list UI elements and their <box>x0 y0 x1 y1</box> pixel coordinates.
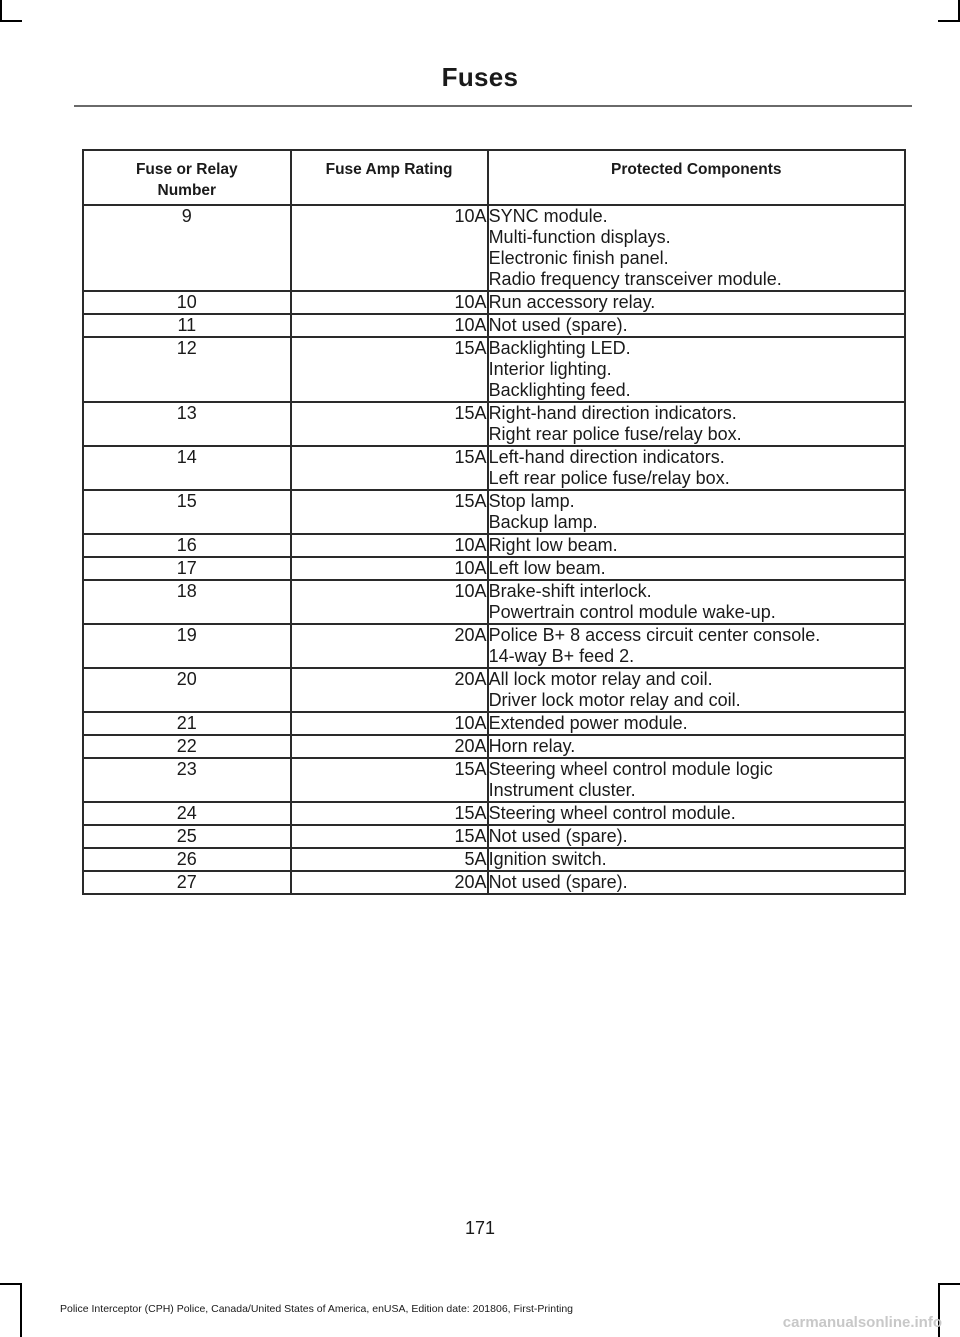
table-row <box>83 802 905 825</box>
protected-components <box>488 758 905 802</box>
fuse-amp-rating: 20A <box>291 871 488 894</box>
component-line: Backlighting feed. <box>488 380 631 400</box>
table-row <box>83 848 905 871</box>
component-line: Right-hand direction indicators. <box>488 403 737 423</box>
fuse-number: 20 <box>83 668 291 712</box>
protected-components <box>488 446 905 490</box>
fuse-amp-rating: 20A <box>291 624 488 668</box>
component-line: Backlighting LED. <box>488 338 631 358</box>
protected-components <box>488 402 905 446</box>
table-row <box>83 825 905 848</box>
fuse-number: 10 <box>83 291 291 314</box>
fuse-amp-rating: 10A <box>291 314 488 337</box>
fuse-number: 22 <box>83 735 291 758</box>
fuse-number: 26 <box>83 848 291 871</box>
table-row <box>83 446 905 490</box>
component-line: Multi-function displays. <box>488 227 671 247</box>
crop-mark-top-left <box>0 0 2 22</box>
component-line: Left-hand direction indicators. <box>488 447 725 467</box>
fuse-number: 9 <box>83 205 291 291</box>
component-line: All lock motor relay and coil. <box>488 669 713 689</box>
component-line: Police B+ 8 access circuit center console. <box>488 625 821 645</box>
component-line: Not used (spare). <box>488 315 628 335</box>
table-row <box>83 758 905 802</box>
component-line: SYNC module. <box>488 206 608 226</box>
fuse-number: 17 <box>83 557 291 580</box>
table-row <box>83 337 905 402</box>
table-row <box>83 490 905 534</box>
component-line: Electronic finish panel. <box>488 248 669 268</box>
title-divider <box>74 105 912 107</box>
fuse-amp-rating: 10A <box>291 205 488 291</box>
protected-components <box>488 580 905 624</box>
fuse-number: 23 <box>83 758 291 802</box>
component-line: Not used (spare). <box>488 872 628 892</box>
fuse-number: 19 <box>83 624 291 668</box>
protected-components <box>488 668 905 712</box>
fuse-amp-rating: 15A <box>291 802 488 825</box>
fuse-number: 12 <box>83 337 291 402</box>
component-line: Interior lighting. <box>488 359 612 379</box>
protected-components <box>488 557 905 580</box>
table-row <box>83 871 905 894</box>
page-title: Fuses <box>441 62 519 92</box>
fuse-amp-rating: 10A <box>291 712 488 735</box>
crop-mark-top-left <box>0 20 22 22</box>
protected-components <box>488 871 905 894</box>
protected-components <box>488 825 905 848</box>
table-row <box>83 557 905 580</box>
page-number: 171 <box>464 1218 496 1238</box>
protected-components <box>488 534 905 557</box>
fuse-amp-rating: 10A <box>291 291 488 314</box>
fuse-number: 27 <box>83 871 291 894</box>
column-header-number: Fuse or Relay Number <box>83 150 291 205</box>
column-header-components: Protected Components <box>488 150 905 205</box>
component-line: Brake-shift interlock. <box>488 581 652 601</box>
fuse-number: 25 <box>83 825 291 848</box>
table-row <box>83 291 905 314</box>
column-header-amp: Fuse Amp Rating <box>291 150 488 205</box>
component-line: Steering wheel control module logic <box>488 759 773 779</box>
component-line: Steering wheel control module. <box>488 803 736 823</box>
fuse-number: 18 <box>83 580 291 624</box>
protected-components <box>488 337 905 402</box>
fuse-amp-rating: 20A <box>291 668 488 712</box>
fuse-amp-rating: 15A <box>291 446 488 490</box>
component-line: Stop lamp. <box>488 491 575 511</box>
protected-components <box>488 314 905 337</box>
protected-components <box>488 205 905 291</box>
component-line: Powertrain control module wake-up. <box>488 602 776 622</box>
fuse-amp-rating: 15A <box>291 490 488 534</box>
protected-components <box>488 848 905 871</box>
table-row <box>83 205 905 291</box>
fuse-number: 21 <box>83 712 291 735</box>
fuse-amp-rating: 20A <box>291 735 488 758</box>
fuse-number: 24 <box>83 802 291 825</box>
table-row <box>83 314 905 337</box>
component-line: Driver lock motor relay and coil. <box>488 690 741 710</box>
component-line: Right low beam. <box>488 535 618 555</box>
crop-mark-bottom-left <box>0 1283 22 1285</box>
component-line: Extended power module. <box>488 713 688 733</box>
component-line: Ignition switch. <box>488 849 607 869</box>
table-header-row <box>83 150 905 205</box>
fuse-table <box>82 149 906 895</box>
component-line: Not used (spare). <box>488 826 628 846</box>
component-line: Run accessory relay. <box>488 292 656 312</box>
fuse-amp-rating: 10A <box>291 557 488 580</box>
fuse-amp-rating: 5A <box>291 848 488 871</box>
component-line: Instrument cluster. <box>488 780 636 800</box>
crop-mark-bottom-right <box>938 1283 960 1285</box>
component-line: Right rear police fuse/relay box. <box>488 424 742 444</box>
table-row <box>83 402 905 446</box>
protected-components <box>488 624 905 668</box>
component-line: Left low beam. <box>488 558 606 578</box>
protected-components <box>488 712 905 735</box>
component-line: Backup lamp. <box>488 512 598 532</box>
table-row <box>83 580 905 624</box>
component-line: Horn relay. <box>488 736 576 756</box>
component-line: Left rear police fuse/relay box. <box>488 468 730 488</box>
component-line: 14-way B+ feed 2. <box>488 646 635 666</box>
fuse-amp-rating: 10A <box>291 534 488 557</box>
fuse-number: 16 <box>83 534 291 557</box>
footer-edition-text: Police Interceptor (CPH) Police, Canada/United States of America, enUSA, Edition date: 201806, First-Printing <box>60 1303 574 1315</box>
table-row <box>83 735 905 758</box>
fuse-amp-rating: 15A <box>291 825 488 848</box>
crop-mark-top-right <box>938 20 960 22</box>
crop-mark-bottom-left <box>20 1283 22 1337</box>
fuse-number: 14 <box>83 446 291 490</box>
fuse-number: 11 <box>83 314 291 337</box>
fuse-number: 15 <box>83 490 291 534</box>
fuse-amp-rating: 15A <box>291 402 488 446</box>
table-row <box>83 534 905 557</box>
protected-components <box>488 291 905 314</box>
fuse-amp-rating: 15A <box>291 337 488 402</box>
component-line: Radio frequency transceiver module. <box>488 269 782 289</box>
fuse-amp-rating: 10A <box>291 580 488 624</box>
table-row <box>83 624 905 668</box>
fuse-amp-rating: 15A <box>291 758 488 802</box>
watermark: carmanualsonline.info <box>782 1314 942 1331</box>
fuse-number: 13 <box>83 402 291 446</box>
protected-components <box>488 735 905 758</box>
protected-components <box>488 490 905 534</box>
table-row <box>83 712 905 735</box>
table-row <box>83 668 905 712</box>
protected-components <box>488 802 905 825</box>
